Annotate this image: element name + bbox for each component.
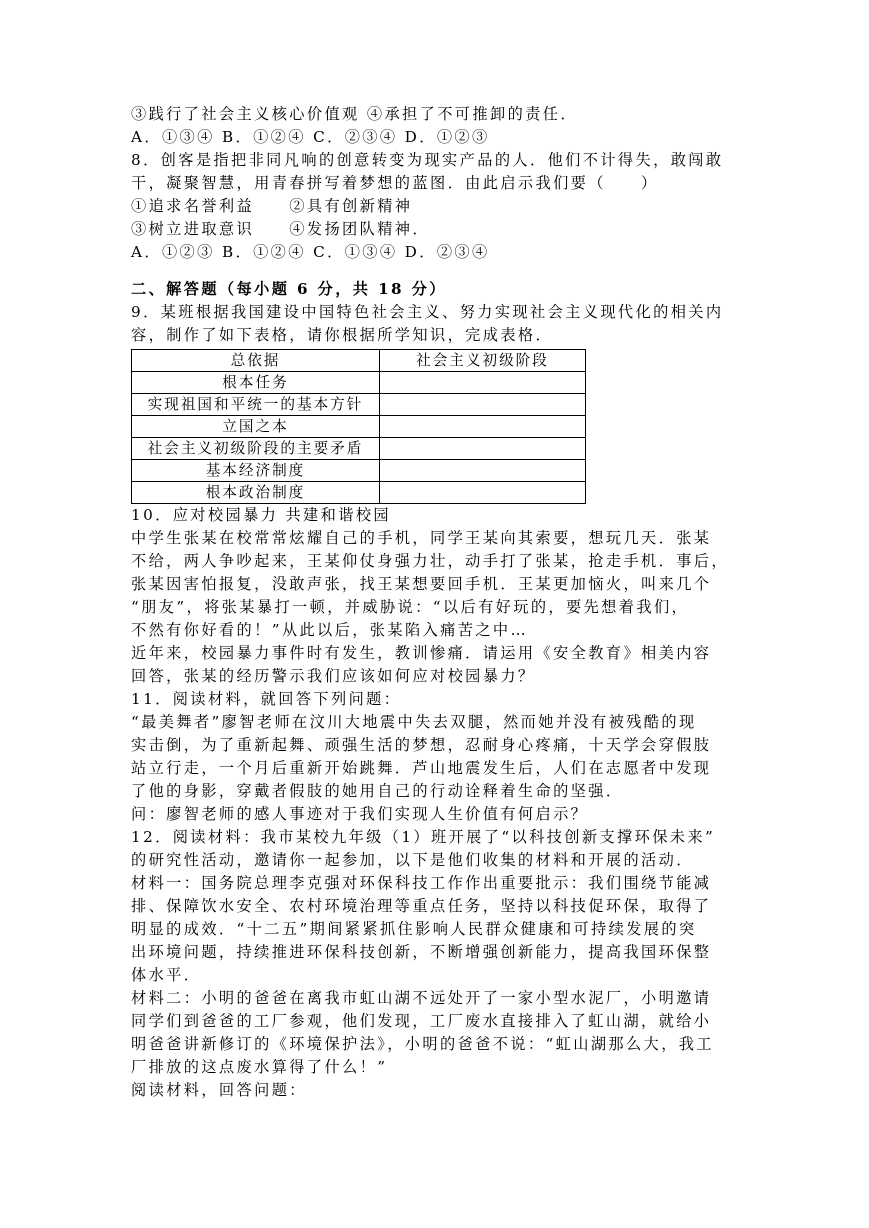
table-header-cell: 社会主义初级阶段 [380, 350, 586, 372]
q8-stem-line-1: 8．创客是指把非同凡响的创意转变为现实产品的人．他们不计得失，敢闯敢 [131, 151, 724, 169]
table-header-cell: 总依据 [132, 350, 380, 372]
table-row [132, 482, 586, 504]
q11-text-line: “最美舞者”廖智老师在汶川大地震中失去双腿，然而她并没有被残酷的现 [131, 713, 697, 731]
q10-text-line: 不给，两人争吵起来，王某仰仗身强力壮，动手打了张某，抢走手机．事后， [131, 552, 729, 570]
q8-option-line-1: ①追求名誉利益 ②具有创新精神 [131, 197, 413, 215]
table-row [132, 394, 586, 416]
q9-stem-line-1: 9．某班根据我国建设中国特色社会主义、努力实现社会主义现代化的相关内 [131, 303, 724, 321]
table-row-label: 社会主义初级阶段的主要矛盾 [132, 438, 380, 460]
q9-stem-line-2: 容，制作了如下表格，请你根据所学知识，完成表格． [131, 326, 554, 344]
table-answer-cell[interactable] [380, 394, 586, 416]
table-row [132, 416, 586, 438]
q10-text-line: 回答，张某的经历警示我们应该如何应对校园暴力？ [131, 667, 536, 685]
q12-text-line: 材料一：国务院总理李克强对环保科技工作作出重要批示：我们围绕节能减 [131, 874, 712, 892]
q12-text-line: 明显的成效．“十二五”期间紧紧抓住影响人民群众健康和可持续发展的突 [131, 920, 697, 938]
q12-title: 12．阅读材料：我市某校九年级（1）班开展了“以科技创新支撑环保未来” [131, 828, 716, 846]
table-row-label: 基本经济制度 [132, 460, 380, 482]
q9-table [131, 349, 586, 504]
q10-text-line: 不然有你好看的！”从此以后，张某陷入痛苦之中… [131, 621, 529, 639]
q12-prompt: 阅读材料，回答问题： [131, 1081, 307, 1099]
q10-text-line: “朋友”，将张某暴打一顿，并威胁说：“以后有好玩的，要先想着我们， [131, 598, 690, 616]
section-heading: 二、解答题（每小题 6 分，共 18 分） [131, 280, 447, 298]
q11-text-line: 实击倒，为了重新起舞、顽强生活的梦想，忍耐身心疼痛，十天学会穿假肢 [131, 736, 712, 754]
table-row [132, 460, 586, 482]
q10-text-line: 中学生张某在校常常炫耀自己的手机，同学王某向其索要，想玩几天．张某 [131, 529, 712, 547]
table-row-label: 实现祖国和平统一的基本方针 [132, 394, 380, 416]
table-answer-cell[interactable] [380, 460, 586, 482]
table-answer-cell[interactable] [380, 416, 586, 438]
q11-title: 11．阅读材料，就回答下列问题： [131, 690, 402, 708]
q12-text-line: 的研究性活动，邀请你一起参加，以下是他们收集的材料和开展的活动． [131, 851, 694, 869]
q10-text-line: 张某因害怕报复，没敢声张，找王某想要回手机．王某更加恼火，叫来几个 [131, 575, 712, 593]
q11-text-line: 了他的身影，穿戴者假肢的她用自己的行动诠释着生命的坚强． [131, 782, 624, 800]
table-row-label: 根本任务 [132, 372, 380, 394]
q11-question: 问：廖智老师的感人事迹对于我们实现人生价值有何启示？ [131, 805, 589, 823]
q11-text-line: 站立行走，一个月后重新开始跳舞．芦山地震发生后，人们在志愿者中发现 [131, 759, 712, 777]
exam-page [131, 103, 741, 1102]
q8-option-line-2: ③树立进取意识 ④发扬团队精神． [131, 220, 430, 238]
q8-answer-choices: A．①②③ B．①②④ C．①③④ D．②③④ [131, 243, 490, 261]
q7-answer-choices: A．①③④ B．①②④ C．②③④ D．①②③ [131, 128, 490, 146]
table-row-label: 根本政治制度 [132, 482, 380, 504]
table-row-label: 立国之本 [132, 416, 380, 438]
table-header-row [132, 350, 586, 372]
table-answer-cell[interactable] [380, 372, 586, 394]
q12-text-line: 同学们到爸爸的工厂参观，他们发现，工厂废水直接排入了虹山湖，就给小 [131, 1012, 712, 1030]
q12-text-line: 材料二：小明的爸爸在离我市虹山湖不远处开了一家小型水泥厂，小明邀请 [131, 989, 712, 1007]
table-answer-cell[interactable] [380, 438, 586, 460]
q12-text-line: 出环境问题，持续推进环保科技创新，不断增强创新能力，提高我国环保整 [131, 943, 712, 961]
q10-text-line: 近年来，校园暴力事件时有发生，教训惨痛．请运用《安全教育》相美内容 [131, 644, 712, 662]
table-answer-cell[interactable] [380, 482, 586, 504]
q8-stem-line-2: 干，凝聚智慧，用青春拼写着梦想的蓝图．由此启示我们要（ ） [131, 174, 659, 192]
q12-text-line: 排、保障饮水安全、农村环境治理等重点任务，坚持以科技促环保，取得了 [131, 897, 712, 915]
q12-text-line: 体水平． [131, 966, 202, 984]
table-row [132, 372, 586, 394]
q12-text-line: 厂排放的这点废水算得了什么！” [131, 1058, 388, 1076]
q12-text-line: 明爸爸讲新修订的《环境保护法》，小明的爸爸不说：“虹山湖那么大，我工 [131, 1035, 714, 1053]
q7-option-line: ③践行了社会主义核心价值观 ④承担了不可推卸的责任． [131, 105, 578, 123]
q10-title: 10．应对校园暴力 共建和谐校园 [131, 506, 391, 524]
table-row [132, 438, 586, 460]
